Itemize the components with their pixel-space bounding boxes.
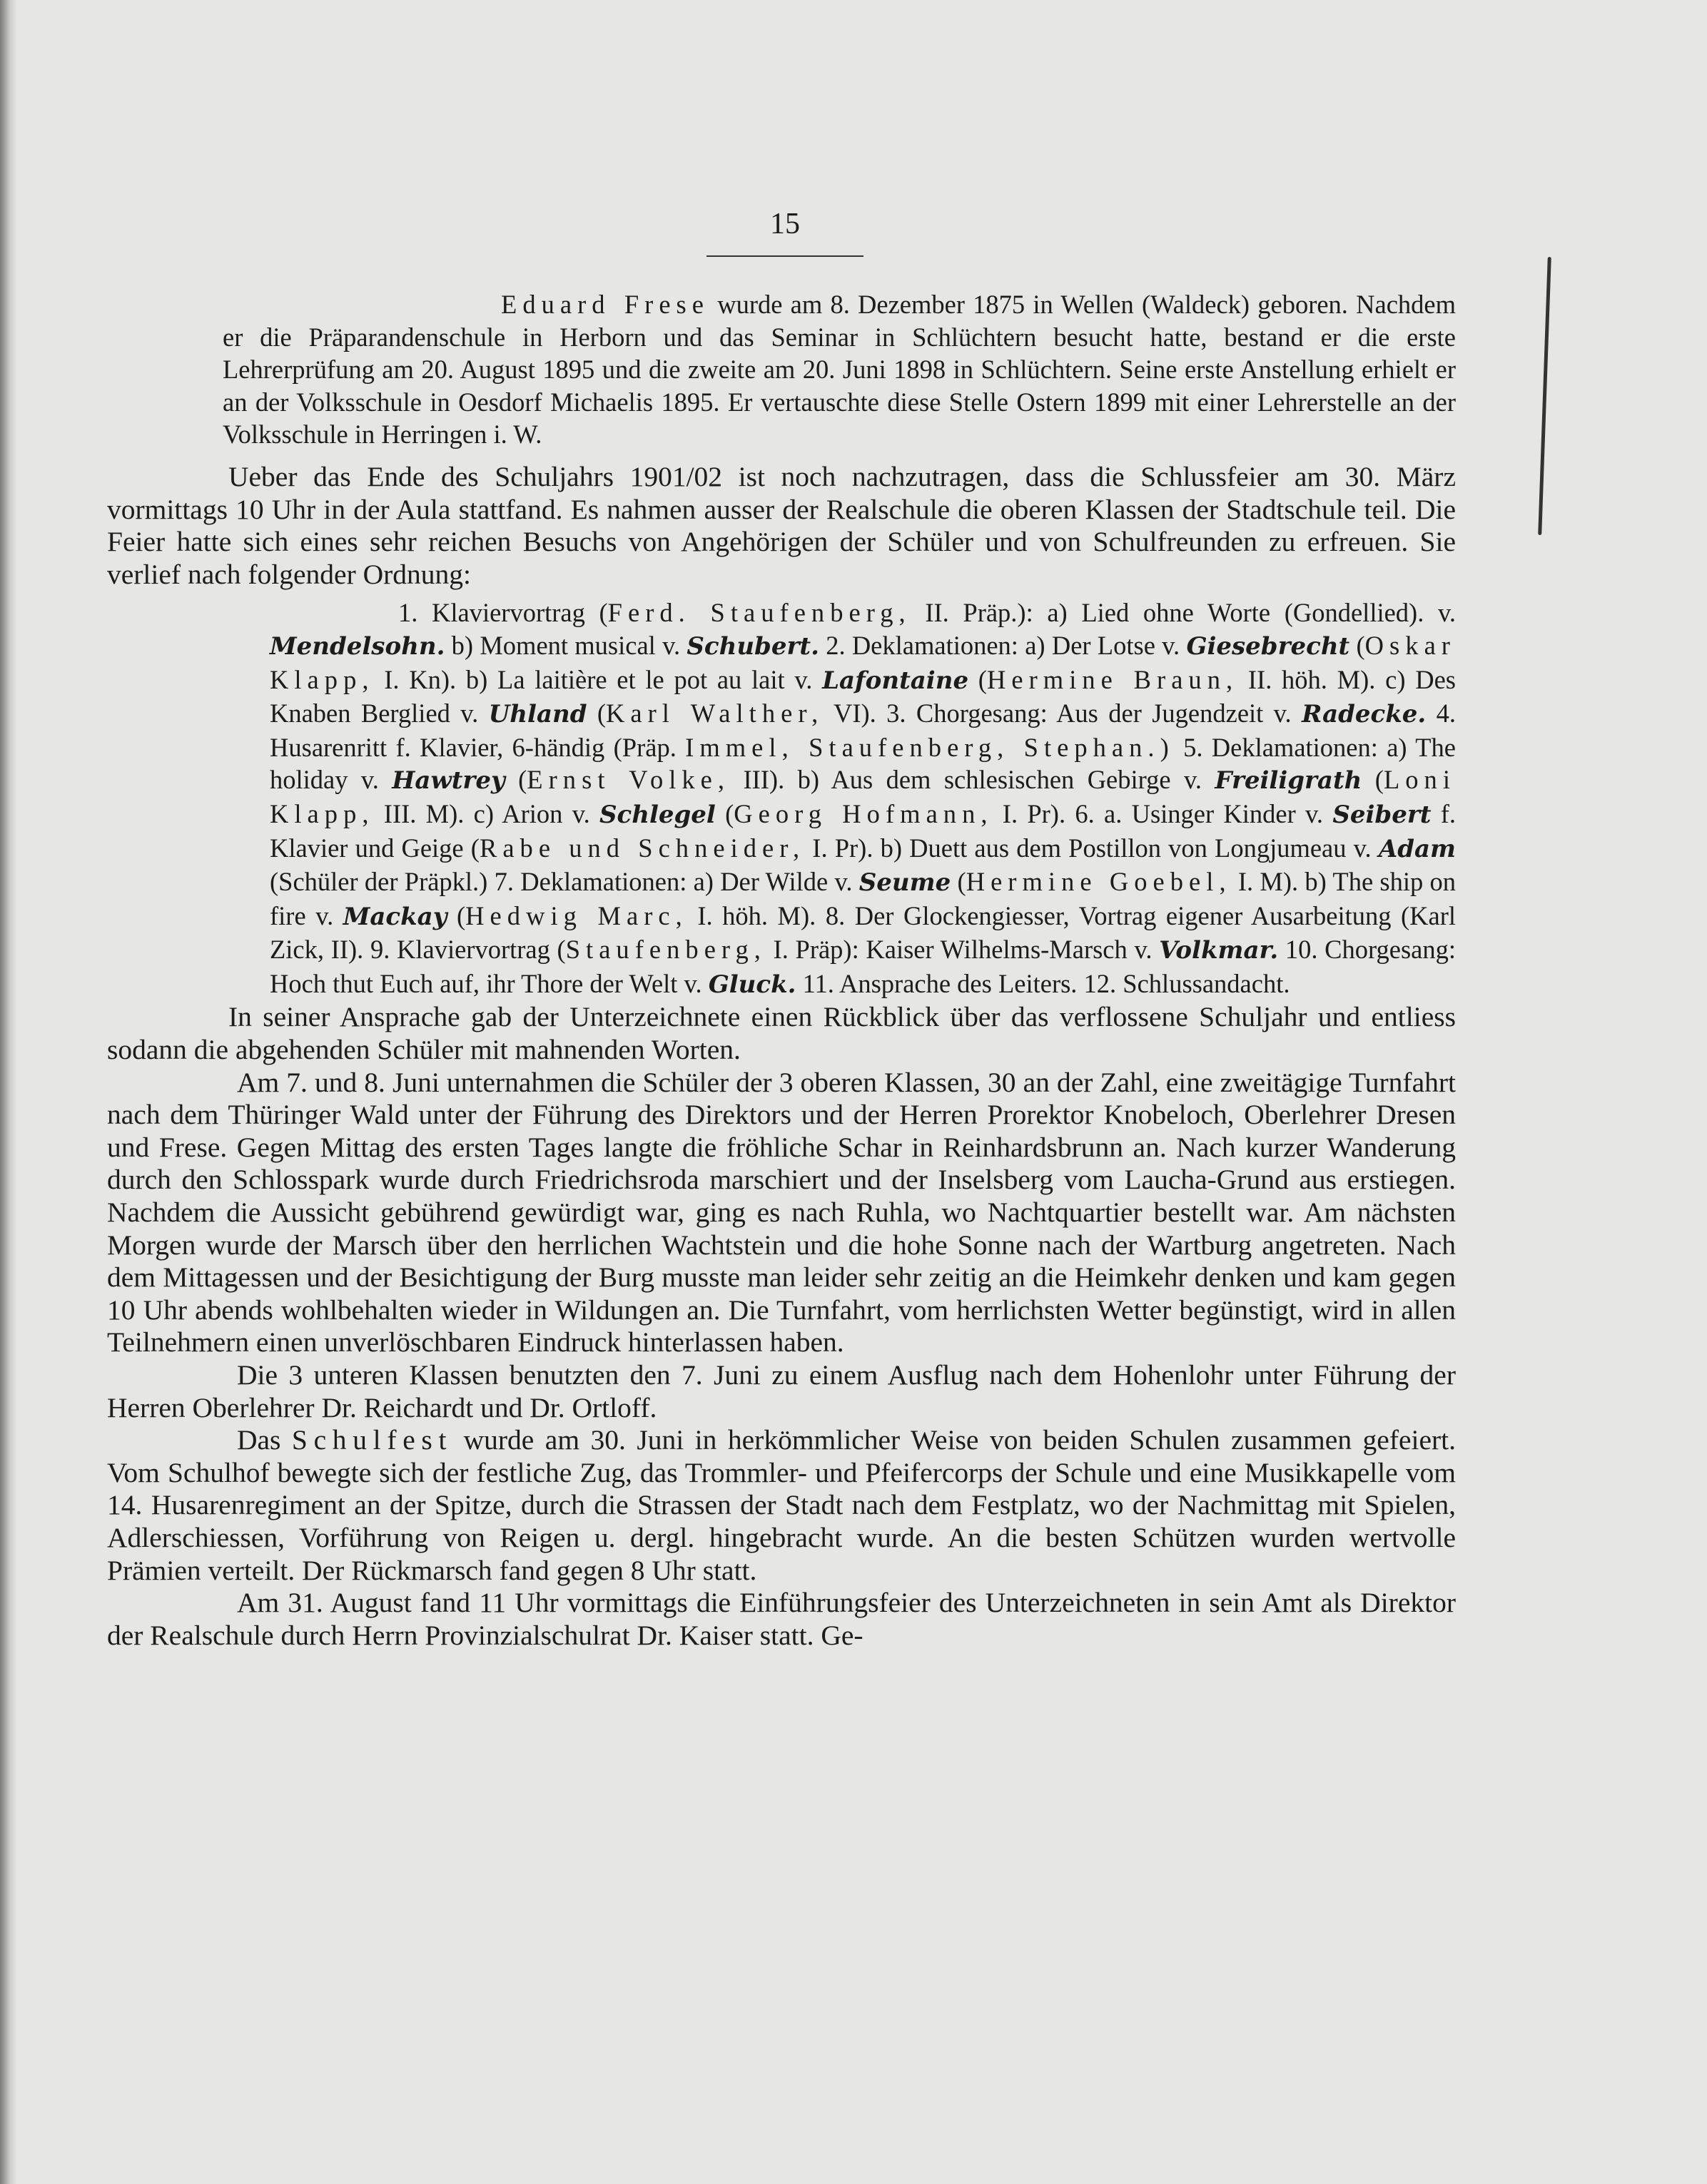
header-rule xyxy=(706,255,863,257)
margin-pencil-mark xyxy=(1538,257,1551,535)
composer: Hawtrey xyxy=(392,766,505,796)
composer: Radecke. xyxy=(1302,700,1427,729)
paragraph-einfuehrung: Am 31. August fand 11 Uhr vormittags die Einführungsfeier des Unterzeichneten in sein Amt als Direktor der Realschule durch Herrn Provinzialschulrat Dr. Kaiser statt. Ge- xyxy=(107,1587,1456,1651)
scan-edge xyxy=(0,0,17,2184)
paragraph-schlussfeier: Ueber das Ende des Schuljahrs 1901/02 ist noch nachzutragen, dass die Schlussfeier am 30. März vormittags 10 Uhr in der Aula stattfand. Es nahmen ausser der Realschule die oberen Klassen der Stadtschule teil. Die Feier hatte sich eines sehr reichen Besuchs von Angehörigen der Schüler und von Schulfreunden zu erfreuen. Sie verlief nach folgender Ordnung: xyxy=(107,460,1456,590)
body-text xyxy=(107,288,1456,1652)
page-number: 15 xyxy=(770,208,800,240)
composer: Mendelsohn. xyxy=(270,631,445,661)
schulfest-term: Schulfest xyxy=(291,1424,453,1456)
composer: Lafontaine xyxy=(822,666,969,695)
composer: Seibert xyxy=(1332,800,1432,829)
biography-paragraph xyxy=(223,288,1456,451)
composer: Mackay xyxy=(343,902,447,931)
composer: Adam xyxy=(1378,834,1456,863)
paragraph-ansprache: In seiner Ansprache gab der Unterzeichnete einen Rückblick über das verflossene Schuljahr und entliess sodann die abgehenden Schüler mit mahnenden Worten. xyxy=(107,1001,1456,1066)
composer: Volkmar. xyxy=(1159,936,1279,965)
composer: Gluck. xyxy=(708,970,796,999)
biography-name: Eduard Frese xyxy=(501,290,710,319)
composer: Seume xyxy=(858,868,951,898)
composer: Schubert. xyxy=(687,631,819,661)
paragraph-turnfahrt: Am 7. und 8. Juni unternahmen die Schüler der 3 oberen Klassen, 30 an der Zahl, eine zweitägige Turnfahrt nach dem Thüringer Wald unter der Führung des Direktors und der Herren Prorektor Knobeloch, Oberlehrer Dresen und Frese. Gegen Mittag des ersten Tages langte die fröhliche Schar in Reinhardsbrunn an. Nach kurzer Wanderung durch den Schlosspark wurde durch Friedrichsroda marschiert und der Inselsberg vom Laucha-Grund aus erstiegen. Nachdem die Aussicht gebührend gewürdigt war, ging es nach Ruhla, wo Nachtquartier bestellt war. Am nächsten Morgen wurde der Marsch über den herrlichen Wachtstein und die hohe Sonne nach der Wartburg angetreten. Nach dem Mittagessen und der Besichtigung der Burg musste man leider sehr zeitig an die Heimkehr denken und kam gegen 10 Uhr abends wohlbehalten wieder in Wildungen an. Die Turnfahrt, vom herrlichsten Wetter begünstigt, wird in allen Teilnehmern einen unverlöschbaren Eindruck hinterlassen haben. xyxy=(107,1066,1456,1358)
composer: Giesebrecht xyxy=(1186,631,1350,661)
composer: Freiligrath xyxy=(1215,766,1362,796)
composer: Uhland xyxy=(488,700,587,729)
paragraph-schulfest: Das Schulfest wurde am 30. Juni in herkömmlicher Weise von beiden Schulen zusammen gefeiert. Vom Schulhof bewegte sich der festliche Zug, das Trommler- und Pfeifercorps der Schule und eine Musikkapelle vom 14. Husarenregiment an der Spitze, durch die Strassen der Stadt nach dem Festplatz, wo der Nachmittag mit Spielen, Adlerschiessen, Vorführung von Reigen u. dergl. hingebracht wurde. An die besten Schützen wurden wertvolle Prämien verteilt. Der Rückmarsch fand gegen 8 Uhr statt. xyxy=(107,1424,1457,1586)
biography-text: wurde am 8. Dezember 1875 in Wellen (Waldeck) geboren. Nachdem er die Präparandenschule in Herborn und das Seminar in Schlüchtern besucht hatte, bestand er die erste Lehrerprüfung am 20. August 1895 und die zweite am 20. Juni 1898 in Schlüchtern. Seine erste Anstellung erhielt er an der Volksschule in Oesdorf Michaelis 1895. Er vertauschte diese Stelle Ostern 1899 mit einer Lehrerstelle an der Volksschule in Herringen i. W. xyxy=(223,290,1456,450)
paragraph-ausflug: Die 3 unteren Klassen benutzten den 7. Juni zu einem Ausflug nach dem Hohenlohr unter Führung der Herren Oberlehrer Dr. Reichardt und Dr. Ortloff. xyxy=(107,1359,1456,1423)
program-list: 1. Klaviervortrag (Ferd. Staufenberg, II. Präp.): a) Lied ohne Worte (Gondellied). v. Mendelsohn. b) Moment musical v. Schubert. 2. Deklamationen: a) Der Lotse v. Giesebrecht (Oskar Klapp, I. Kn). b) La laitière et le pot au lait v. Lafontaine (Hermine Braun, II. höh. M). c) Des Knaben Berglied v. Uhland (Karl Walther, VI). 3. Chorgesang: Aus der Jugendzeit v. Radecke. 4. Husarenritt f. Klavier, 6-händig (Präp. Immel, Staufenberg, Stephan.) 5. Deklamationen: a) The holiday v. Hawtrey (Ernst Volke, III). b) Aus dem schlesischen Gebirge v. Freiligrath (Loni Klapp, III. M). c) Arion v. Schlegel (Georg Hofmann, I. Pr). 6. a. Usinger Kinder v. Seibert f. Klavier und Geige (Rabe und Schneider, I. Pr). b) Duett aus dem Postillon von Longjumeau v. Adam (Schüler der Präpkl.) 7. Deklamationen: a) Der Wilde v. Seume (Hermine Goebel, I. M). b) The ship on fire v. Mackay (Hedwig Marc, I. höh. M). 8. Der Glockengiesser, Vortrag eigener Ausarbeitung (Karl Zick, II). 9. Klaviervortrag (Staufenberg, I. Präp): Kaiser Wilhelms-Marsch v. Volkmar. 10. Chorgesang: Hoch thut Euch auf, ihr Thore der Welt v. Gluck. 11. Ansprache des Leiters. 12. Schlussandacht. xyxy=(270,598,1457,999)
composer: Schlegel xyxy=(599,800,716,829)
